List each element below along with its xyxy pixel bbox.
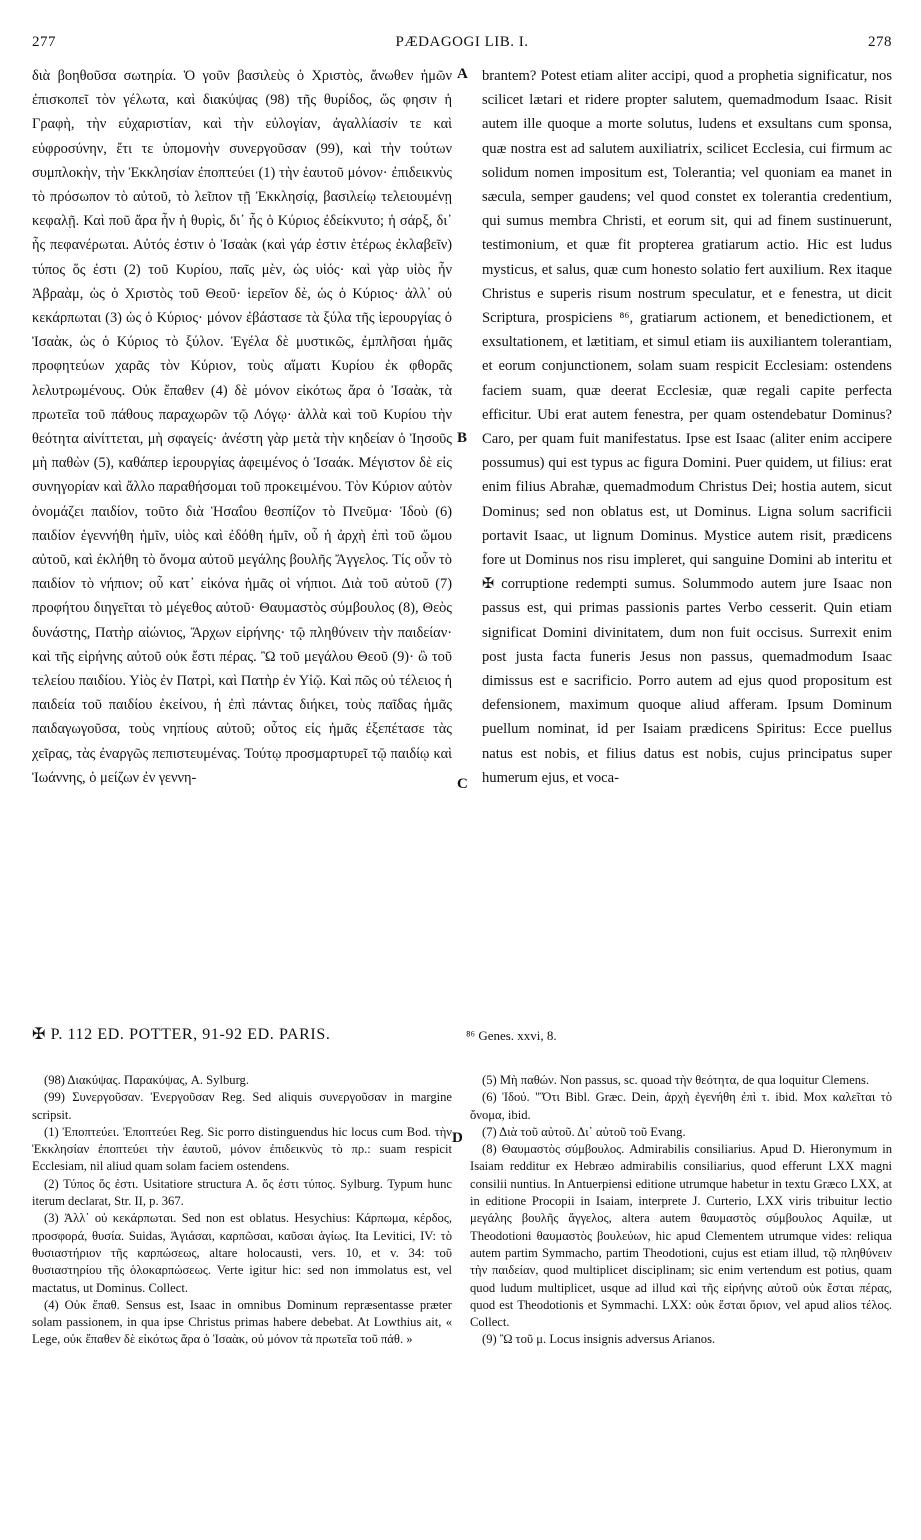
footnote: (6) Ἰδού. "Ὅτι Bibl. Græc. Dein, ἀρχὴ ἐγενήθη ἐπὶ τ. ibid. Mox καλεῖται τὸ ὄνομα, ibid. <box>470 1090 892 1122</box>
footnote: (5) Μὴ παθών. Non passus, sc. quoad τὴν θεότητα, de qua loquitur Clemens. <box>482 1073 870 1087</box>
footnote: (3) Ἀλλ᾿ οὐ κεκάρπωται. Sed non est oblatus. Hesychius: Κάρπωμα, κέρδος, προσφορά, θυσία. Suidas, Ἁγιάσαι, καρπῶσαι, καῦσαι ἁγίως. Ita Levitici, IV: τὸ θυσιαστήριον τῆς καρπώσεως, altare holocausti, vers. 10, et v. 34: τοῦ θυσιαστηρίου τῆς ὁλοκαρπώσεως. Verte igitur hic: sed non immolatus est, vel mactatus, ut Dominus. Collect. <box>32 1211 452 1295</box>
left-page-number: 277 <box>32 34 56 50</box>
footnote: (9) Ὢ τοῦ μ. Locus insignis adversus Arianos. <box>482 1332 716 1347</box>
footnotes-right <box>470 1072 892 1349</box>
footnotes-left <box>32 1072 452 1349</box>
margin-letter-c: C <box>457 776 468 792</box>
right-page-number: 278 <box>868 34 892 50</box>
footnote: (7) Διὰ τοῦ αὐτοῦ. Δι᾿ αὐτοῦ τοῦ Evang. <box>482 1124 686 1139</box>
greek-paragraph: διὰ βοηθοῦσα σωτηρία. Ὁ γοῦν βασιλεὺς ὁ Χριστὸς, ἄνωθεν ἡμῶν ἐπισκοπεῖ τὸν γέλωτα, καὶ διακύψας (98) τῆς θυρίδος, ὥς φησιν ἡ Γραφὴ, τὴν εὐχαριστίαν, καὶ τὴν εὐλογίαν, ἀγαλλίασίν τε καὶ εὐφροσύνην, ἔτι τε ὑπομονὴν συνεργοῦσαν (99), καὶ τὴν τούτων συμπλοκὴν, τὴν Ἐκκλησίαν ἐποπτεύει (1) τὴν ἑαυτοῦ μόνον· ἐπιδεικνὺς τὸ πρόσωπον τὸ αὐτοῦ, τὸ λεῖπον τῇ Ἐκκλησίᾳ, βασιλείῳ τελειουμένῃ κεφαλῇ. Καὶ ποῦ ἄρα ἦν ἡ θυρὶς, δι᾿ ἧς ὁ Κύριος ἐδείκνυτο; ἡ σάρξ, δι᾿ ἧς πεφανέρωται. Αὐτός ἐστιν ὁ Ἰσαὰκ (καὶ γάρ ἐστιν ἑτέρως ἐκλαβεῖν) τύπος ὅς ἐστι (2) τοῦ Κυρίου, παῖς μὲν, ὡς υἱός· καὶ γὰρ υἱὸς ἦν Ἀβραὰμ, ὡς ὁ Χριστὸς τοῦ Θεοῦ· ἱερεῖον δὲ, ὡς ὁ Κύριος· ἀλλ᾿ οὐ κεκάρπωται (3) ὡς ὁ Κύριος· μόνον ἐβάστασε τὰ ξύλα τῆς ἱερουργίας ὁ Ἰσαὰκ, ὡς ὁ Κύριος τὸ ξύλον. Ἐγέλα δὲ μυστικῶς, ἐμπλῆσαι ἡμᾶς προφητεύων χαρᾶς τὸν Κύριον, τοὺς αἵματι Κυρίου ἐκ φθορᾶς λελυτρωμένους. Οὐκ ἔπαθεν (4) δὲ μόνον εἰκότως ἄρα ὁ Ἰσαὰκ, τὰ πρωτεῖα τοῦ πάθους παραχωρῶν τῷ Λόγῳ· ἀλλὰ καὶ τοῦ Κυρίου τὴν θεότητα αἰνίττεται, μὴ σφαγείς· ἀνέστη γὰρ μετὰ τὴν κηδείαν ὁ Ἰησοῦς μὴ παθὼν (5), καθάπερ ἱερουργίας ἀφειμένος ὁ Ἰσαάκ. Μέγιστον δὲ εἰς συνηγορίαν καὶ ἄλλο παραθήσομαι τοῦ προκειμένου. Τὸν Κύριον αὐτὸν ὀνομάζει παιδίον, τοῦτο διὰ Ἡσαΐου θεσπίζον τὸ Πνεῦμα· Ἰδοὺ (6) παιδίον ἐγεννήθη ἡμῖν, υἱὸς καὶ ἐδόθη ἡμῖν, οὗ ἡ ἀρχὴ ἐπὶ τοῦ ὤμου αὐτοῦ, καὶ ἐκλήθη τὸ ὄνομα αὐτοῦ μεγάλης βουλῆς Ἄγγελος. Τίς οὖν τὸ παιδίον τὸ νήπιον; οὗ κατ᾿ εἰκόνα ἡμᾶς οἱ νήπιοι. Διὰ τοῦ αὐτοῦ (7) προφήτου διηγεῖται τὸ μέγεθος αὐτοῦ· Θαυμαστὸς σύμβουλος (8), Θεὸς δυνάστης, Πατὴρ αἰώνιος, Ἄρχων εἰρήνης· τῷ πληθύνειν τὴν παιδείαν· καὶ τῆς εἰρήνης αὐτοῦ οὐκ ἔστι πέρας. Ὢ τοῦ μεγάλου Θεοῦ (9)· ὢ τοῦ τελείου παιδίου. Υἱὸς ἐν Πατρὶ, καὶ Πατὴρ ἐν Υἱῷ. Καὶ πῶς οὐ τέλειος ἡ παιδεία τοῦ παιδίου ἐκείνου, ἡ ἐπὶ πάντας διήκει, τοὺς παῖδας ἡμᾶς παιδαγωγοῦσα, τοὺς νηπίους αὐτοῦ; οὗτος εἰς ἡμᾶς ἐξεπέτασε τὰς χεῖρας, τὰς ἐναργῶς πεπιστευμένας. Τούτῳ προσμαρτυρεῖ τῷ παιδίῳ καὶ Ἰωάννης, ὁ μείζων ἐν γεννη- <box>32 68 452 786</box>
footnote: (1) Ἐποπτεύει. Ἐποπτεύει Reg. Sic porro distinguendus hic locus cum Bod. τὴν Ἐκκλησίαν ἐποπτεύει τὴν ἑαυτοῦ, μόνον ἐπιδεικνὺς τὸ πρ.: suam respicit Ecclesiam, nil aliud quam solam faciem ostendens. <box>32 1124 452 1174</box>
footnote: (99) Συνεργοῦσαν. Ἐνεργοῦσαν Reg. Sed aliquis συνεργοῦσαν in margine scripsit. <box>32 1090 452 1122</box>
latin-paragraph: brantem? Potest etiam aliter accipi, quod a prophetia significatur, nos scilicet lætari et ridere propter salutem, quemadmodum Isaac. Risit autem ille quoque a morte solutus, ludens et exsultans cum sponsa, quæ nostra est ad salutem auxiliatrix, scilicet Ecclesia, cui firmum ac solidum nomen impositum est, Tolerantia; vel quoniam ea manet in sæcula, semper gaudens; vel quod constet ex tolerantia credentium, qui sumus membra Christi, et eorum sit, qui ad finem sustinuerunt, testimonium, et quæ fit propterea gratiarum actio. Hic est ludus mysticus, et salus, quæ cum honesto solatio fert auxilium. Rex itaque Christus e superis risum nostrum speculatur, et e fenestra, ut dicit Scriptura, prospiciens ⁸⁶, gratiarum actionem, et benedictionem, et exsultationem, et lætitiam, et simul etiam iis auxiliantem tolerantiam, et eorum conjunctionem, solam suam respicit Ecclesiam: ostendens faciem suam, quæ deerat Ecclesiæ, quæ regali capite perfecta efficitur. Ubi erat autem fenestra, per quam ostendebatur Dominus? Caro, per quam fuit manifestatus. Ipse est Isaac (aliter enim accipere possumus) qui est typus ac figura Domini. Puer quidem, ut filius: erat enim filius Abrahæ, quemadmodum Christus Dei; hostia autem, sicut Dominus; sed non oblatus est, ut Dominus. Ligna solum sacrificii portavit Isaac, ut lignum Dominus. Mystice autem risit, prædicens fore ut Dominus nos risu impleret, qui sanguine Domini ab interitu et ✠ corruptione redempti sumus. Solummodo autem jure Isaac non passus est, qui primas passionis partes Verbo cesserit. Quin etiam significat Domini divinitatem, dum non fuit occisus. Surrexit enim post justa facta funeris Jesus non passus, quemadmodum Isaac dimissus est e sacrificio. Porro autem ad ejus quod propositum est defensionem, maximum quoque aliud afferam. Ipsum Dominum puellum nominat, id per Isaiam prædicens Spiritus: Ecce puellus natus est nobis, et filius datus est nobis, cujus principatus super humerum ejus, et voca- <box>482 68 892 786</box>
latin-text-column <box>482 64 892 790</box>
scripture-footnote: ⁸⁶ Genes. xxvi, 8. <box>466 1028 557 1043</box>
edition-reference: ✠ P. 112 ED. POTTER, 91-92 ED. PARIS. <box>32 1026 331 1043</box>
margin-letter-a: A <box>457 66 468 82</box>
running-title: PÆDAGOGI LIB. I. <box>395 34 529 50</box>
footnote: (2) Τύπος ὅς ἐστι. Usitatiore structura A. ὅς ἐστι τύπος. Sylburg. Typum hunc iterum declarat, Str. II, p. 367. <box>32 1176 452 1209</box>
margin-letter-d: D <box>452 1130 463 1146</box>
page-header <box>32 34 892 56</box>
footnote: (98) Διακύψας. Παρακύψας, A. Sylburg. <box>44 1073 249 1087</box>
footnote: (4) Οὐκ ἔπαθ. Sensus est, Isaac in omnibus Dominum repræsentasse præter solam passionem, in qua ipse Christus primas habere debebat. At Lowthius ait, « Lege, οὐκ ἔπαθεν δὲ εἰκότως ἄρα ὁ Ἰσαὰκ, οὐ μόνον τὰ πρωτεῖα τοῦ πάθ. » <box>32 1297 452 1347</box>
greek-text-column <box>32 64 452 790</box>
margin-letter-b: B <box>457 430 468 446</box>
footnote: (8) Θαυμαστὸς σύμβουλος. Admirabilis consiliarius. Apud D. Hieronymum in Isaiam redditur ex Hebræo admirabilis consiliarius, quod efferunt LXX magni consilii nuntius. In Antuerpiensi editione utrumque habetur in textu Græco LXX, at in editione Procopii in Isaiam, interprete J. Curterio, LXX viris tribuitur lectio μεγάλης βουλῆς ἄγγελος, altera autem θαυμαστὸς σύμβουλος Aquilæ, ut Theodotioni θαυμαστὸς βουλεύων, hic apud Clementem utrumque vides: reliqua autem partim Symmacho, partim Theodotioni, cujus est etiam illud, τῷ πληθύνειν τὴν παιδείαν, quod multiplicet disciplinam; sic enim vertendum est potius, quam quod ludum multiplicet, usque ad illud καὶ τῆς εἰρήνης αὐτοῦ οὐκ ἔσται πέρας, quod est Theodotionis et Symmachi. LXX: οὐκ ἔσται ὅριον, vel apud alios τέλος. Collect. <box>470 1142 892 1330</box>
